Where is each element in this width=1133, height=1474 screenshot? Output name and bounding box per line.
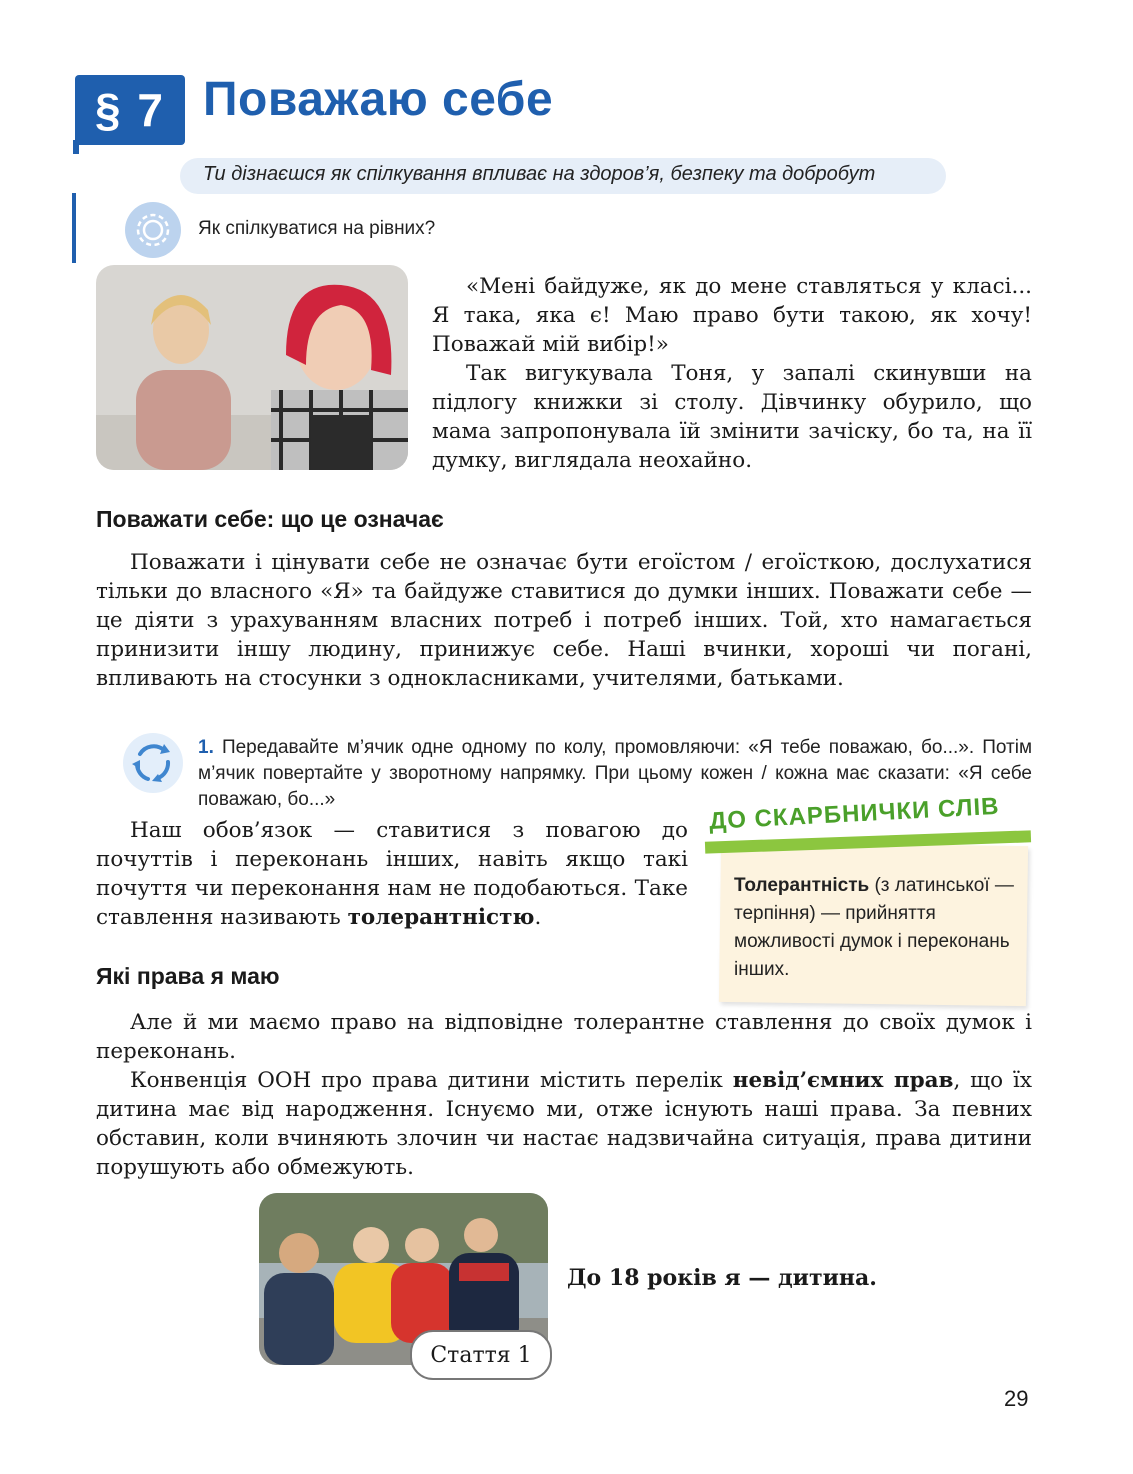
article-label: Стаття 1 <box>410 1330 552 1380</box>
cycle-arrows-icon <box>122 732 184 794</box>
vocabulary-meaning: (з латинської — терпіння) — прийняття можливості думок і переконань інших. <box>734 875 1014 980</box>
rights-text <box>96 1008 1032 1182</box>
respect-paragraph: Поважати і цінувати себе не означає бути егоїстом / егоїсткою, дослухатися тільки до власного «Я» та байдуже ставитися до думки інших. Поважати себе — це діяти з урахуванням власних потреб і потреб інших. Той, хто намагається принизити іншу людину, принижує себе. Наші вчинки, хороші чи погані, впливають на стосунки з однокласниками, учителями, батьками. <box>96 550 1032 691</box>
vocabulary-term: Толерантність <box>734 875 870 896</box>
margin-line <box>72 193 76 263</box>
rights-paragraph-1: Але й ми маємо право на відповідне толерантне ставлення до своїх думок і переконань. <box>96 1010 1032 1064</box>
question-text: Як спілкуватися на рівних? <box>198 218 436 239</box>
duty-term: толерантністю <box>347 905 535 930</box>
rights-text-after: , що їх дитина має від народження. Існуємо ми, отже існують наші права. За певних обставин, коли вчиняють злочин чи настає надзвичайна ситуація, права дитини порушують або обмежують. <box>96 1068 1032 1180</box>
vocabulary-definition <box>734 872 1014 984</box>
rights-text-before: Конвенція ООН про права дитини містить перелік <box>130 1068 733 1093</box>
rights-paragraph-2 <box>96 1066 1032 1182</box>
subtitle: Ти дізнаєшся як спілкування впливає на здоров’я, безпеку та добробут <box>203 163 876 185</box>
duty-paragraph <box>96 816 688 932</box>
rights-term: невід’ємних прав <box>732 1068 954 1093</box>
vocabulary-heading: ДО СКАРБНИЧКИ СЛІВ <box>708 792 1001 836</box>
gear-icon <box>125 202 181 258</box>
badge-tail <box>73 140 79 154</box>
page-number: 29 <box>1004 1386 1029 1411</box>
intro-story: Так вигукувала Тоня, у запалі скинувши на підлогу книжки зі столу. Дівчинку обурило, що мама запропонувала їй змінити зачіску, бо та, на її думку, виглядала неохайно. <box>432 361 1032 473</box>
paragraph-badge: § 7 <box>75 75 185 145</box>
duty-end: . <box>534 905 542 930</box>
duty-text: Наш обов’язок — ставитися з повагою до почуттів і переконань інших, навіть якщо такі почуття чи переконання нам не подобаються. Таке ставлення називають <box>96 818 688 930</box>
section-heading-respect: Поважати себе: що це означає <box>96 506 444 532</box>
page-title: Поважаю себе <box>203 73 554 126</box>
activity-number: 1. <box>198 737 214 758</box>
activity-text: Передавайте м’ячик одне одному по колу, промовляючи: «Я тебе поважаю, бо...». Потім м’ячик повертайте у зворотному напрямку. При цьому кожен / кожна має сказати: «Я себе поважаю, бо...» <box>198 737 1033 810</box>
section-heading-rights: Які права я маю <box>96 963 280 989</box>
intro-text <box>432 272 1032 475</box>
photo-mother-and-girl <box>96 265 408 470</box>
intro-quote: «Мені байдуже, як до мене ставляться у класі... Я така, яка є! Маю право бути такою, як хочу! Поважай мій вибір!» <box>432 274 1032 357</box>
article-caption: До 18 років я — дитина. <box>567 1265 877 1291</box>
